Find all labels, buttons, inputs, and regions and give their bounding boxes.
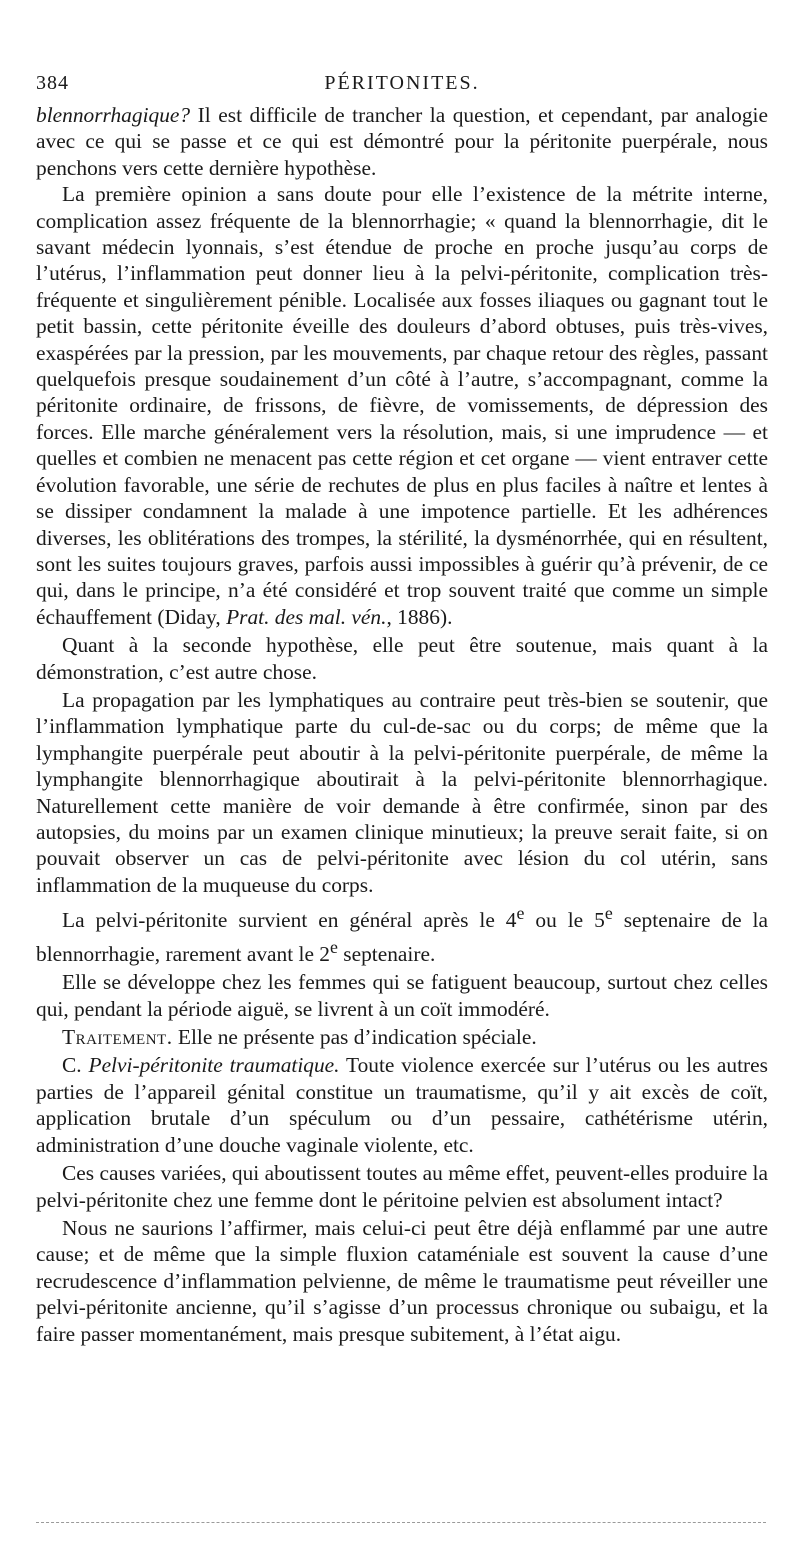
- paragraph: La pelvi-péritonite survient en général après le 4e ou le 5e septenaire de la blennorrhagie, rarement avant le 2e septenaire.: [36, 903, 768, 966]
- section-heading: Pelvi-péritonite traumatique.: [88, 1053, 340, 1078]
- paragraph: Traitement. Elle ne présente pas d’indication spéciale.: [62, 1025, 537, 1050]
- page-body: [36, 102, 768, 1347]
- paragraph: La propagation par les lymphatiques au contraire peut très-bien se soutenir, que l’inflammation lymphatique parte du cul-de-sac ou du corps; de même que la lymphangite puerpérale peut aboutir à la pelvi-péritonite puerpérale, de même la lymphangite blennorrhagique aboutirait à la pelvi-péritonite blennorrhagique. Naturellement cette manière de voir demande à être confirmée, sinon par des autopsies, du moins par un examen clinique minutieux; la preuve serait faite, si on pouvait observer un cas de pelvi-péritonite avec lésion du col utérin, sans inflammation de la muqueuse du corps.: [36, 687, 768, 897]
- page-header: [36, 72, 768, 102]
- italic-text: blennorrhagique?: [36, 103, 191, 127]
- paragraph: La première opinion a sans doute pour elle l’existence de la métrite interne, complication assez fréquente de la blennorrhagie; « quand la blennorrhagie, dit le savant médecin lyonnais, s’est étendue de proche en proche jusqu’au corps de l’utérus, l’inflammation peut donner lieu à la pelvi-péritonite, complication très-fréquente et singulièrement pénible. Localisée aux fosses iliaques ou gagnant tout le petit bassin, cette péritonite éveille des douleurs d’abord obtuses, puis très-vives, exaspérées par la pression, par les mouvements, par chaque retour des règles, passant quelquefois presque soudainement d’un côté à l’autre, s’accompagnant, comme la péritonite ordinaire, de frissons, de fièvre, de vomissements, de dépression des forces. Elle marche généralement vers la résolution, mais, si une imprudence — et quelles et combien ne menacent pas cette région et cet organe — vient entraver cette évolution favorable, une série de rechutes de plus en plus faciles à naître et lentes à se dissiper condamnent la malade à une impotence partielle. Et les adhérences diverses, les oblitérations des trompes, la stérilité, la dysménorrhée, qui en résultent, sont les suites toujours graves, parfois aussi impossibles à guérir qu’à prévenir, de ce qui, dans le principe, n’a été considéré et trop souvent traité que comme un simple échauffement (Diday, Prat. des mal. vén., 1886).: [36, 182, 768, 629]
- paragraph: Nous ne saurions l’affirmer, mais celui-ci peut être déjà enflammé par une autre cause; et de même que la simple fluxion cataméniale est souvent la cause d’une recrudescence d’inflammation pelvienne, de même le traumatisme peut réveiller une pelvi-péritonite ancienne, qu’il s’agisse d’un processus chronique ou subaigu, et la faire passer momentanément, mais presque subitement, à l’état aigu.: [36, 1215, 768, 1346]
- paragraph: Quant à la seconde hypothèse, elle peut être soutenue, mais quant à la démonstration, c’est autre chose.: [36, 633, 768, 684]
- paragraph: Elle se développe chez les femmes qui se fatiguent beaucoup, surtout chez celles qui, pendant la période aiguë, se livrent à un coït immodéré.: [36, 970, 768, 1021]
- section-label: Traitement.: [62, 1025, 173, 1050]
- paragraph: blennorrhagique? Il est difficile de trancher la question, et cependant, par analogie avec ce qui se passe et ce qui est démontré pour la péritonite puerpérale, nous penchons vers cette dernière hypothèse.: [36, 103, 768, 180]
- page-number: 384: [36, 72, 69, 94]
- paragraph: Ces causes variées, qui aboutissent toutes au même effet, peuvent-elles produire la pelvi-péritonite chez une femme dont le péritoine pelvien est absolument intact?: [36, 1161, 768, 1212]
- paragraph: C. Pelvi-péritonite traumatique. Toute violence exercée sur l’utérus ou les autres parties de l’appareil génital constitue un traumatisme, qu’il y ait excès de coït, application brutale d’un spéculum ou d’un pessaire, cathétérisme utérin, administration d’une douche vaginale violente, etc.: [36, 1053, 768, 1157]
- running-title: PÉRITONITES.: [324, 72, 480, 94]
- citation-title: Prat. des mal. vén.: [226, 604, 387, 629]
- footer-rule: [36, 1522, 766, 1523]
- book-page: [36, 72, 768, 1347]
